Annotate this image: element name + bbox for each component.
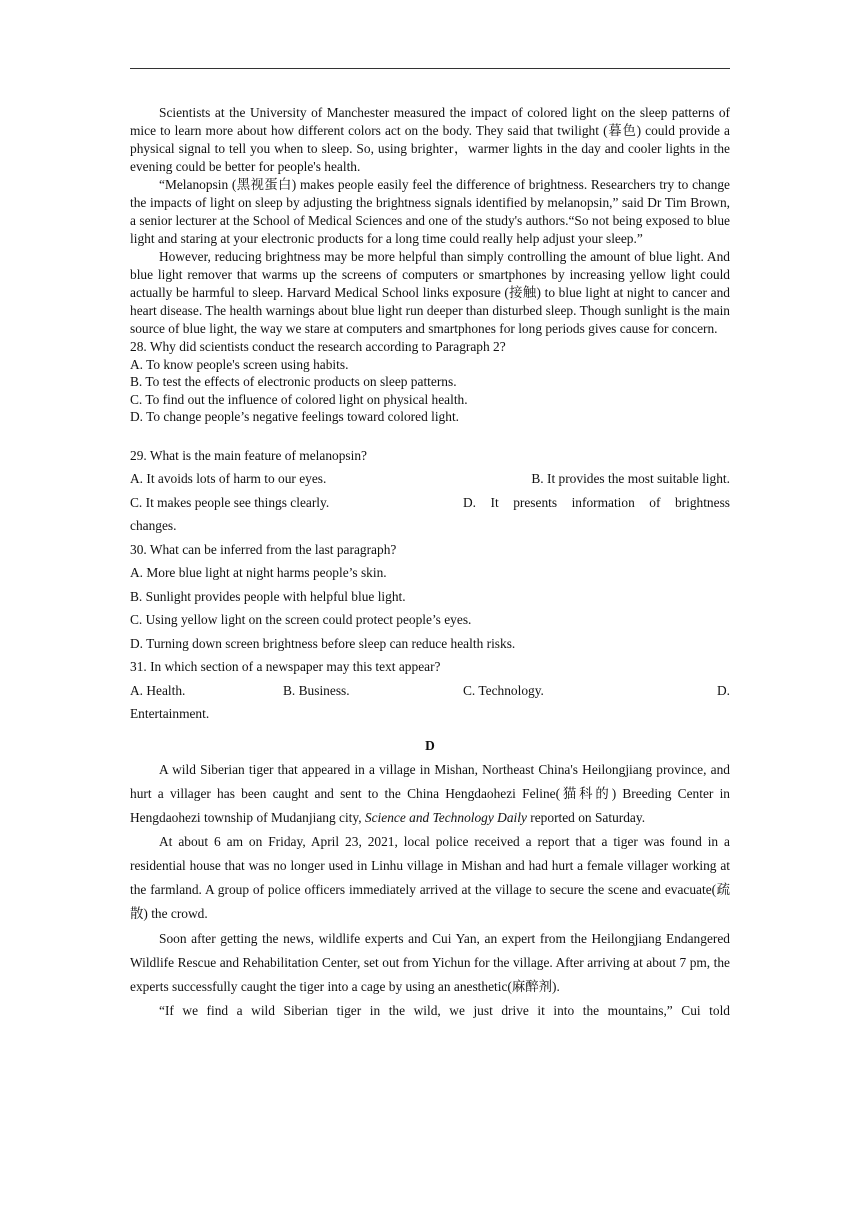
question-30-option-d: D. Turning down screen brightness before sleep can reduce health risks. [130, 635, 516, 651]
document-page [130, 104, 730, 1023]
passage-c-paragraph-2: “Melanopsin (黑视蛋白) makes people easily feel the difference of brightness. Researchers try to change the impacts of light on sleep by adjusting the brightness signals identified by melanopsin,” said Dr Tim Brown, a senior lecturer at the School of Medical Sciences and one of the study's authors.“So not being exposed to blue light and staring at your electronic products for a long time could really help adjust your sleep.” [130, 177, 730, 246]
question-31-option-a: A. Health. [130, 682, 186, 698]
question-29-stem: 29. What is the main feature of melanopsin? [130, 447, 367, 463]
passage-d-paragraph-1-end: reported on Saturday. [526, 809, 646, 825]
question-31-option-b: B. Business. [283, 682, 350, 698]
question-31-options-row [130, 679, 730, 703]
passage-d-paragraph-1 [130, 758, 730, 830]
question-29-option-b: B. It provides the most suitable light. [531, 471, 730, 486]
question-30 [130, 538, 730, 656]
question-29-option-d: D. It presents information of brightness [463, 494, 730, 510]
passage-d-paragraph-3: Soon after getting the news, wildlife experts and Cui Yan, an expert from the Heilongjiang Endangered Wildlife Rescue and Rehabilitation Center, set out from Yichun for the village. After arriving at about 7 pm, the experts successfully caught the tiger into a cage by using an anesthetic(麻醉剂). [130, 930, 730, 994]
passage-d-title: D [425, 737, 435, 753]
question-29-row-1 [130, 467, 730, 491]
question-29-row-2 [130, 491, 730, 515]
question-30-stem: 30. What can be inferred from the last paragraph? [130, 541, 397, 557]
question-31-option-d-continued: Entertainment. [130, 706, 210, 721]
header-rule [130, 68, 730, 69]
question-28-option-b: B. To test the effects of electronic products on sleep patterns. [130, 374, 457, 389]
question-28-stem: 28. Why did scientists conduct the research according to Paragraph 2? [130, 339, 506, 354]
passage-d-paragraph-2: At about 6 am on Friday, April 23, 2021, local police received a report that a tiger was found in a residential house that was no longer used in Linhu village in Mishan and had hurt a female villager working at the farmland. A group of police officers immediately arrived at the village to secure the scene and evacuate(疏散) the crowd. [130, 834, 730, 921]
question-29 [130, 444, 730, 538]
question-30-option-c: C. Using yellow light on the screen could protect people’s eyes. [130, 612, 472, 627]
question-28-option-d: D. To change people’s negative feelings toward colored light. [130, 409, 460, 424]
passage-d-paragraph-4: “If we find a wild Siberian tiger in the wild, we just drive it into the mountains,” Cui told [159, 1003, 730, 1018]
passage-d-paragraph-1-text: A wild Siberian tiger that appeared in a village in Mishan, Northeast China's Heilongjiang province, and hurt a villager has been caught and sent to the China Hengdaohezi Feline(猫科的) Breeding Center in Hengdaohezi township of Mudanjiang city, [130, 761, 730, 825]
passage-c [130, 104, 730, 338]
passage-c-paragraph-3: However, reducing brightness may be more helpful than simply controlling the amount of blue light. And blue light remover that warms up the screens of computers or smartphones by increasing yellow light could actually be harmful to sleep. Harvard Medical School links exposure (接触) to blue light at night to cancer and heart disease. The health warnings about blue light run deeper than disturbed sleep. Though sunlight is the main source of blue light, the way we stare at computers and smartphones for long periods gives cause for concern. [130, 249, 730, 336]
question-29-option-a: A. It avoids lots of harm to our eyes. [130, 471, 327, 486]
question-31-option-c: C. Technology. [463, 682, 544, 698]
question-29-option-d-continued: changes. [130, 518, 177, 533]
question-31-option-d: D. [716, 682, 730, 698]
question-30-option-b: B. Sunlight provides people with helpful blue light. [130, 588, 406, 604]
question-28 [130, 338, 730, 426]
passage-c-paragraph-1: Scientists at the University of Manchester measured the impact of colored light on the sleep patterns of mice to learn more about how different colors act on the body. They said that twilight (暮色) could provide a physical signal to tell you when to sleep. So, using brighter，warmer lights in the day and cooler lights in the evening could be better for people's health. [130, 105, 730, 174]
question-31-stem: 31. In which section of a newspaper may this text appear? [130, 659, 441, 674]
question-28-option-a: A. To know people's screen using habits. [130, 356, 349, 372]
passage-d [130, 758, 730, 1024]
question-29-option-c: C. It makes people see things clearly. [130, 494, 330, 510]
question-31 [130, 655, 730, 726]
question-30-option-a: A. More blue light at night harms people’s skin. [130, 565, 387, 580]
question-28-option-c: C. To find out the influence of colored light on physical health. [130, 391, 468, 407]
newspaper-name: Science and Technology Daily [364, 809, 527, 825]
